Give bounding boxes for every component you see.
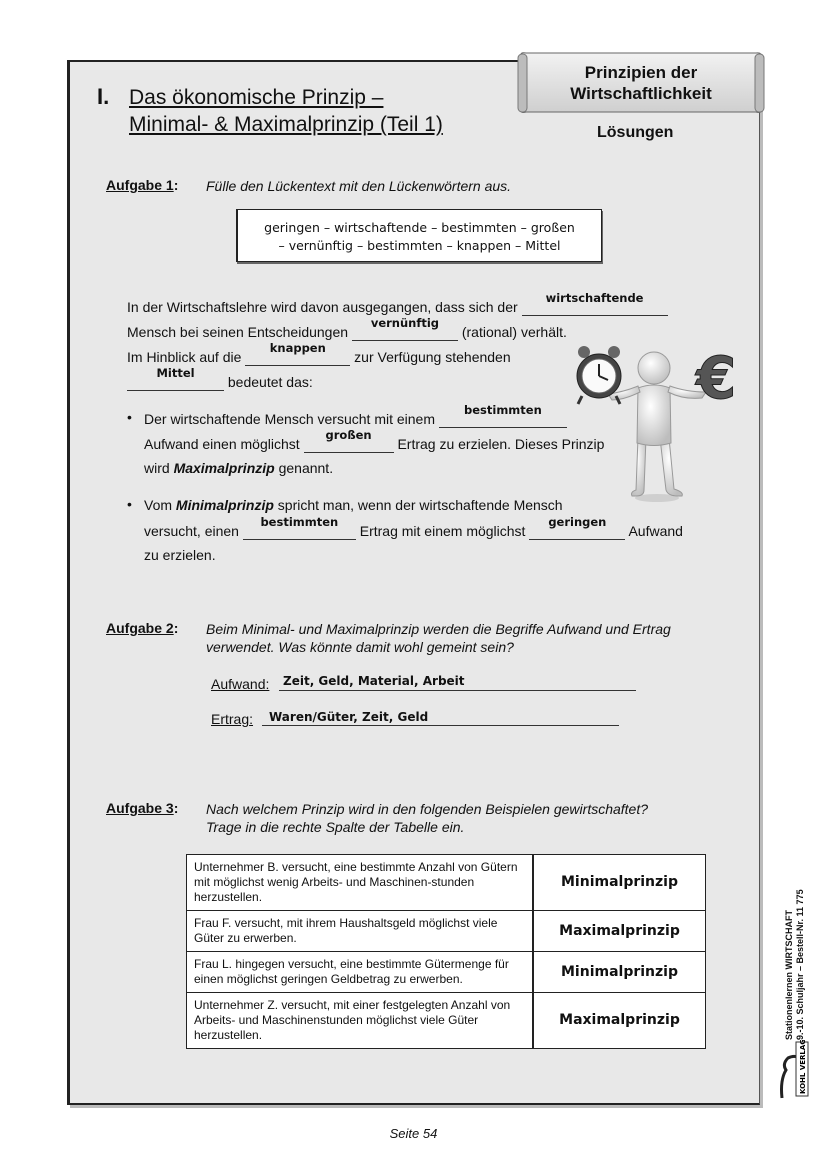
task2-instruction-line2: verwendet. Was könnte damit wohl gemeint sein? <box>206 639 514 655</box>
answer-cell: Minimalprinzip <box>533 952 706 993</box>
text-segment: Ertrag mit einem möglichst <box>359 523 526 539</box>
maximalprinzip-term: Maximalprinzip <box>173 460 275 476</box>
svg-text:€: € <box>696 344 737 412</box>
blank-5-answer: bestimmten <box>464 403 542 417</box>
example-cell: Frau L. hingegen versucht, eine bestimmte Gütermenge für einen möglichst geringen Geldbetrag zu erwerben. <box>187 952 534 993</box>
page-title-line2: Minimal- & Maximalprinzip (Teil 1) <box>129 113 443 136</box>
bullet-2-line-3 <box>144 546 216 564</box>
blank-5 <box>439 403 567 428</box>
example-cell: Frau F. versucht, mit ihrem Haushaltsgeld möglichst viele Güter zu erwerben. <box>187 911 534 952</box>
bullet-2-marker: • <box>127 496 132 512</box>
blank-7 <box>243 515 356 540</box>
task2-label <box>106 620 178 636</box>
aufwand-answer: Zeit, Geld, Material, Arbeit <box>283 674 465 688</box>
bullet-2-line-2 <box>144 515 683 540</box>
bullet-2-line-1 <box>144 496 563 514</box>
text-segment: Aufwand einen möglichst <box>144 436 300 452</box>
blank-4 <box>127 366 224 391</box>
blank-6-answer: großen <box>325 428 372 442</box>
text-segment: Aufwand <box>628 523 683 539</box>
text-segment: versucht, einen <box>144 523 239 539</box>
task3-instruction-line1: Nach welchem Prinzip wird in den folgenden Beispielen gewirtschaftet? <box>206 801 649 817</box>
text-segment: Ertrag zu erzielen. Dieses Prinzip <box>397 436 605 452</box>
task2-label-text: Aufgabe 2 <box>106 620 174 636</box>
side-text <box>784 850 806 1040</box>
task2-instruction-line1: Beim Minimal- und Maximalprinzip werden die Begriffe Aufwand und Ertrag <box>206 621 671 637</box>
task3-label <box>106 800 178 816</box>
task1-instruction: Fülle den Lückentext mit den Lückenwörtern aus. <box>206 178 512 194</box>
bullet-1-line-2 <box>144 428 605 453</box>
table-row <box>187 993 706 1049</box>
word-bank-line2: – vernünftig – bestimmten – knappen – Mittel <box>278 238 561 253</box>
blank-3-answer: knappen <box>269 341 326 355</box>
blank-2 <box>352 316 458 341</box>
blank-7-answer: bestimmten <box>260 515 339 529</box>
scroll-title-line1: Prinzipien der <box>584 63 698 82</box>
text-segment: wird <box>144 460 170 476</box>
blank-8-answer: geringen <box>548 515 607 529</box>
scroll-title-line2: Wirtschaftlichkeit <box>570 84 712 103</box>
aufwand-label-text: Aufwand <box>211 676 266 692</box>
ertrag-label: Ertrag: <box>211 711 254 727</box>
page-number: Seite 54 <box>389 1126 438 1141</box>
text-segment: bedeutet das: <box>227 374 313 390</box>
task2-colon: : <box>173 620 179 636</box>
task1-colon: : <box>173 177 179 193</box>
side-line2: 9.-10. Schuljahr – Bestell-Nr. 11 775 <box>795 889 805 1040</box>
task2-instruction <box>206 620 671 656</box>
side-publication-info <box>784 850 824 1040</box>
text-segment: Vom <box>144 497 173 513</box>
aufwand-label: Aufwand: <box>211 676 270 692</box>
blank-8 <box>529 515 625 540</box>
text-segment: zu erzielen. <box>144 547 216 563</box>
word-bank <box>236 209 602 262</box>
task3-instruction <box>206 800 648 836</box>
text-segment: zur Verfügung stehenden <box>354 349 511 365</box>
text-segment: In der Wirtschaftslehre wird davon ausgegangen, dass sich der <box>127 299 518 315</box>
publisher-name: KOHL VERLAG <box>799 1040 807 1094</box>
bullet-1-marker: • <box>127 409 132 425</box>
ertrag-label-text: Ertrag <box>211 711 250 727</box>
ertrag-answer: Waren/Güter, Zeit, Geld <box>269 710 429 724</box>
minimalprinzip-term: Minimalprinzip <box>175 497 274 513</box>
blank-1 <box>522 291 668 316</box>
table-row <box>187 952 706 993</box>
section-number: I. <box>97 84 110 109</box>
text-segment: genannt. <box>278 460 334 476</box>
page-title <box>129 84 443 138</box>
text-segment: spricht man, wenn der wirtschaftende Mensch <box>277 497 563 513</box>
task3-instruction-line2: Trage in die rechte Spalte der Tabelle ein. <box>206 819 465 835</box>
blank-2-answer: vernünftig <box>370 316 440 330</box>
task3-label-text: Aufgabe 3 <box>106 800 174 816</box>
text-segment: Im Hinblick auf die <box>127 349 242 365</box>
text-segment: Mensch bei seinen Entscheidungen <box>127 324 349 340</box>
side-line1: Stationenlernen WIRTSCHAFT <box>784 910 794 1040</box>
bullet-1-line-3 <box>144 459 333 477</box>
table-row <box>187 911 706 952</box>
text-segment: Der wirtschaftende Mensch versucht mit einem <box>144 411 435 427</box>
answer-cell: Maximalprinzip <box>533 911 706 952</box>
publisher-logo-icon <box>776 1040 816 1100</box>
answer-cell: Minimalprinzip <box>533 855 706 911</box>
blank-1-answer: wirtschaftende <box>545 291 644 305</box>
principle-table <box>186 854 706 1049</box>
aufwand-answer-line <box>279 690 636 691</box>
blank-4-answer: Mittel <box>156 366 195 380</box>
scroll-banner <box>516 50 766 116</box>
answer-cell: Maximalprinzip <box>533 993 706 1049</box>
text-segment: (rational) verhält. <box>461 324 567 340</box>
task1-label-text: Aufgabe 1 <box>106 177 174 193</box>
task3-colon: : <box>173 800 179 816</box>
page-title-line1: Das ökonomische Prinzip – <box>129 86 384 109</box>
task1-label <box>106 177 178 193</box>
figure-clock-euro-icon <box>574 338 744 504</box>
publisher-logo <box>776 1040 816 1100</box>
example-cell: Unternehmer B. versucht, eine bestimmte Anzahl von Gütern mit möglichst wenig Arbeits- und Maschinen-stunden herzustellen. <box>187 855 534 911</box>
example-cell: Unternehmer Z. versucht, mit einer festgelegten Anzahl von Arbeits- und Maschinenstunden möglichst viele Güter herzustellen. <box>187 993 534 1049</box>
blank-3 <box>245 341 350 366</box>
blank-6 <box>304 428 394 453</box>
ertrag-answer-line <box>262 725 619 726</box>
word-bank-line1: geringen – wirtschaftende – bestimmten – großen <box>264 220 575 235</box>
table-row <box>187 855 706 911</box>
solutions-label: Lösungen <box>597 124 674 141</box>
text-line-4 <box>127 366 313 391</box>
